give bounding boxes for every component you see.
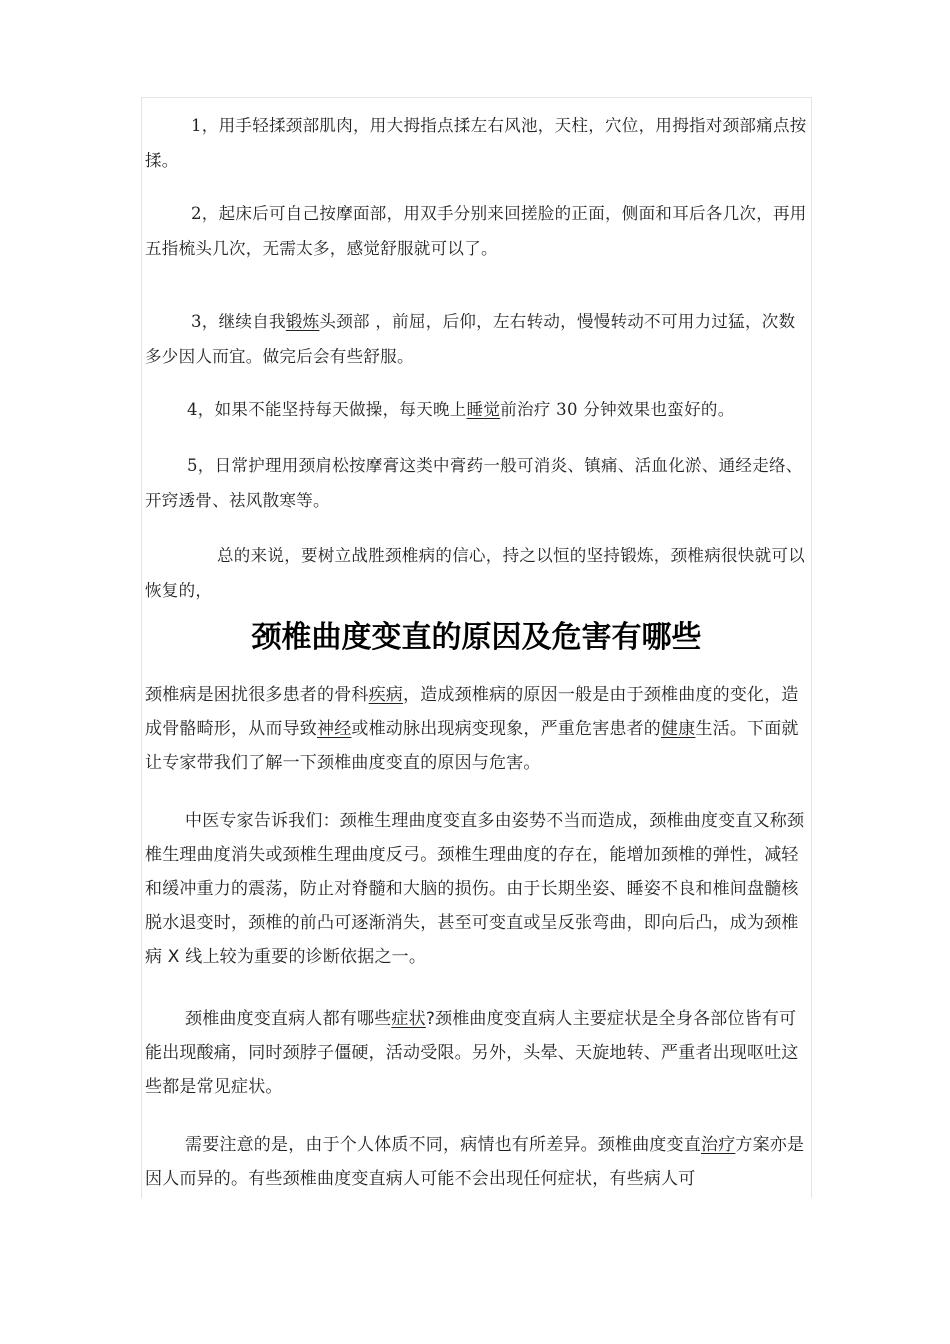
article-title: 颈椎曲度变直的原因及危害有哪些: [251, 620, 702, 655]
document-frame: [141, 97, 812, 1198]
article-paragraph-2: 中医专家告诉我们：颈椎生理曲度变直多由姿势不当而造成，颈椎曲度变直又称颈椎生理曲度消失或颈椎生理曲度反弓。颈椎生理曲度的存在，能增加颈椎的弹性，减轻和缓冲重力的震荡，防止对脊髓和大脑的损伤。由于长期坐姿、睡姿不良和椎间盘髓核脱水退变时，颈椎的前凸可逐渐消失，甚至可变直或呈反张弯曲，即向后凸，成为颈椎病 X 线上较为重要的诊断依据之一。: [145, 811, 805, 967]
link-shenjing[interactable]: 神经: [317, 719, 352, 739]
tip-5: 5，日常护理用颈肩松按摩膏这类中膏药一般可消炎、镇痛、活血化淤、通经走络、开窍透骨、祛风散寒等。: [145, 456, 803, 510]
link-duanlian[interactable]: 锻炼: [285, 312, 320, 331]
link-jibing[interactable]: 疾病: [368, 685, 404, 705]
link-shuijiao[interactable]: 睡觉: [466, 400, 501, 419]
link-zhiliao[interactable]: 治疗: [701, 1135, 736, 1155]
article-paragraph-1: 颈椎病是困扰很多患者的骨科疾病，造成颈椎病的原因一般是由于颈椎曲度的变化，造成骨骼畸形，从而导致神经或椎动脉出现病变现象，严重危害患者的健康生活。下面就让专家带我们了解一下颈椎曲度变直的原因与危害。: [145, 685, 799, 773]
article-paragraph-4: 需要注意的是，由于个人体质不同，病情也有所差异。颈椎曲度变直治疗方案亦是因人而异的。有些颈椎曲度变直病人可能不会出现任何症状，有些病人可: [145, 1135, 805, 1189]
link-zhengzhuang[interactable]: 症状: [391, 1009, 426, 1029]
tip-2: 2，起床后可自己按摩面部，用双手分别来回搓脸的正面，侧面和耳后各几次，再用五指梳头几次，无需太多，感觉舒服就可以了。: [145, 204, 807, 258]
summary-paragraph: 总的来说，要树立战胜颈椎病的信心，持之以恒的坚持锻炼，颈椎病很快就可以恢复的，: [145, 546, 805, 600]
tip-1: 1，用手轻揉颈部肌肉，用大拇指点揉左右风池，天柱，穴位，用拇指对颈部痛点按揉。: [145, 116, 807, 170]
link-jiankang[interactable]: 健康: [661, 719, 696, 739]
article-paragraph-3: 颈椎曲度变直病人都有哪些症状?颈椎曲度变直病人主要症状是全身各部位皆有可能出现酸痛，同时颈脖子僵硬，活动受限。另外，头晕、天旋地转、严重者出现呕吐这些都是常见症状。: [145, 1009, 799, 1097]
tip-4: 4，如果不能坚持每天做操，每天晚上睡觉前治疗 30 分钟效果也蛮好的。: [187, 400, 735, 419]
tip-3: 3，继续自我锻炼头颈部 ，前屈，后仰，左右转动，慢慢转动不可用力过猛，次数多少因人而宜。做完后会有些舒服。: [145, 312, 796, 366]
